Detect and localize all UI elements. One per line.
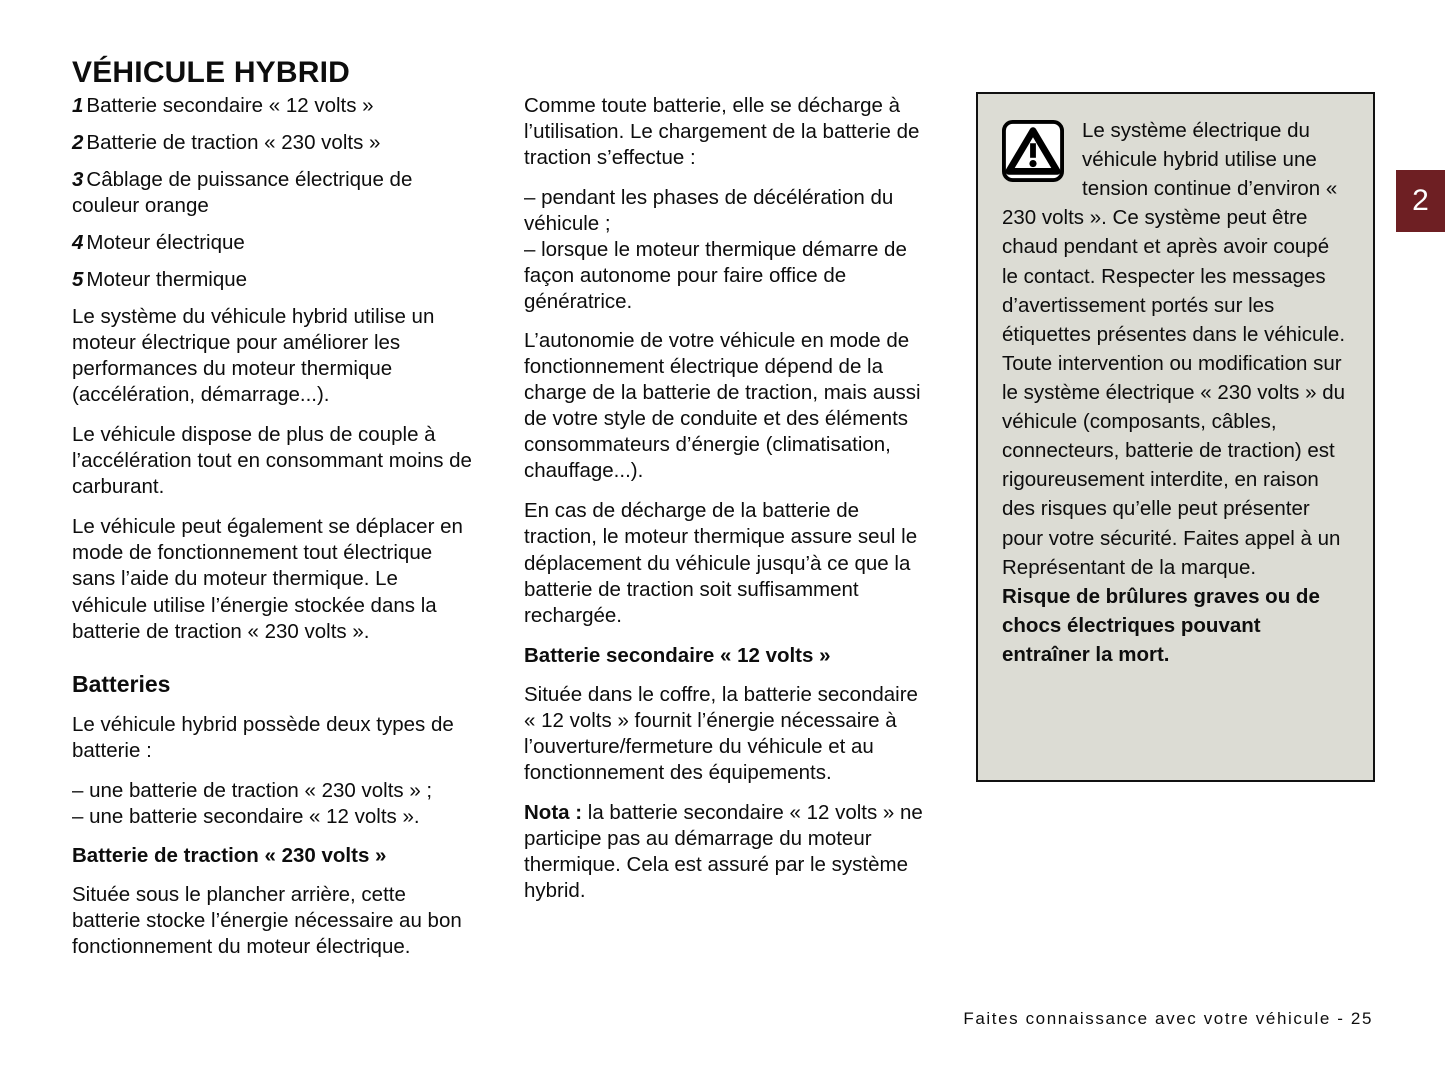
paragraph-traction-battery-location: Située sous le plancher arrière, cette batterie stocke l’énergie nécessaire au bon fonctionnement du moteur électrique. bbox=[72, 883, 462, 959]
list-item-traction-battery: – une batterie de traction « 230 volts » ; bbox=[72, 779, 433, 803]
legend-number: 2 bbox=[72, 131, 84, 155]
legend-text: Moteur électrique bbox=[86, 231, 245, 255]
paragraph-two-battery-types: Le véhicule hybrid possède deux types de batterie : bbox=[72, 713, 454, 763]
nota-text: la batterie secondaire « 12 volts » ne participe pas au démarrage du moteur thermique. Cela est assuré par le système hybrid. bbox=[524, 800, 923, 902]
page-footer: Faites connaissance avec votre véhicule - 25 bbox=[963, 1009, 1373, 1028]
legend-item-4 bbox=[72, 230, 472, 256]
legend-number: 3 bbox=[72, 168, 84, 192]
legend-item-5 bbox=[72, 267, 472, 293]
nota-label: Nota : bbox=[524, 800, 583, 824]
legend-item-3 bbox=[72, 167, 472, 219]
legend-number: 5 bbox=[72, 268, 84, 292]
paragraph-autonomy: L’autonomie de votre véhicule en mode de fonctionnement électrique dépend de la charge de la batterie de traction, mais aussi de votre style de conduite et des éléments consommateurs d’énergie (climatisation, chauffage...). bbox=[524, 329, 921, 483]
paragraph-discharge: En cas de décharge de la batterie de traction, le moteur thermique assure seul le déplacement du véhicule jusqu’à ce que la batterie de traction soit suffisamment rechargée. bbox=[524, 499, 918, 627]
warning-box bbox=[976, 92, 1375, 782]
chapter-number-tab bbox=[1396, 170, 1445, 232]
subheading-traction-battery: Batterie de traction « 230 volts » bbox=[72, 844, 387, 868]
chapter-number: 2 bbox=[1412, 184, 1429, 217]
list-item-secondary-battery: – une batterie secondaire « 12 volts ». bbox=[72, 805, 420, 829]
legend-item-2 bbox=[72, 130, 472, 156]
legend-item-1 bbox=[72, 93, 472, 119]
paragraph-electric-mode: Le véhicule peut également se déplacer en mode de fonctionnement tout électrique sans l’aide du moteur thermique. Le véhicule utilise l’énergie stockée dans la batterie de traction « 230 volts ». bbox=[72, 515, 463, 643]
paragraph-charging-intro: Comme toute batterie, elle se décharge à l’utilisation. Le chargement de la batterie de traction s’effectue : bbox=[524, 94, 920, 170]
paragraph-nota bbox=[524, 800, 924, 904]
legend-number: 4 bbox=[72, 231, 84, 255]
heading-batteries: Batteries bbox=[72, 670, 171, 697]
page-title: VÉHICULE HYBRID bbox=[72, 56, 351, 90]
legend-text: Moteur thermique bbox=[86, 268, 248, 292]
list-item-generator: – lorsque le moteur thermique démarre de façon autonome pour faire office de génératrice. bbox=[524, 238, 907, 314]
paragraph-secondary-battery-location: Située dans le coffre, la batterie secondaire « 12 volts » fournit l’énergie nécessaire à l’ouverture/fermeture du véhicule et au fonctionnement des équipements. bbox=[524, 682, 918, 784]
text-column-1 bbox=[72, 93, 472, 974]
warning-paragraph-voltage: Le système électrique du véhicule hybrid utilise une tension continue d’environ « 230 volts ». Ce système peut être chaud pendant et après avoir coupé le contact. Respecter les messages d’avertissement portés sur les étiquettes présentes dans le véhicule. bbox=[1002, 119, 1346, 346]
warning-paragraph-risk: Risque de brûlures graves ou de chocs électriques pouvant entraîner la mort. bbox=[1002, 584, 1320, 666]
paragraph-hybrid-system: Le système du véhicule hybrid utilise un moteur électrique pour améliorer les performances du moteur thermique (accélération, démarrage...). bbox=[72, 305, 435, 407]
paragraph-torque: Le véhicule dispose de plus de couple à l’accélération tout en consommant moins de carburant. bbox=[72, 423, 472, 499]
warning-paragraph-intervention: Toute intervention ou modification sur le système électrique « 230 volts » du véhicule (composants, câbles, connecteurs, batterie de traction) est rigoureusement interdite, en raison des risques qu’elle peut présenter pour votre sécurité. Faites appel à un Représentant de la marque. bbox=[1002, 351, 1345, 579]
list-item-deceleration: – pendant les phases de décélération du véhicule ; bbox=[524, 186, 894, 236]
warning-triangle-icon bbox=[1002, 120, 1064, 182]
legend-text: Câblage de puissance électrique de couleur orange bbox=[72, 168, 413, 218]
subheading-secondary-battery: Batterie secondaire « 12 volts » bbox=[524, 643, 831, 667]
legend-text: Batterie secondaire « 12 volts » bbox=[86, 94, 374, 117]
text-column-2 bbox=[524, 93, 924, 918]
legend-text: Batterie de traction « 230 volts » bbox=[86, 131, 381, 155]
legend-number: 1 bbox=[72, 94, 84, 117]
